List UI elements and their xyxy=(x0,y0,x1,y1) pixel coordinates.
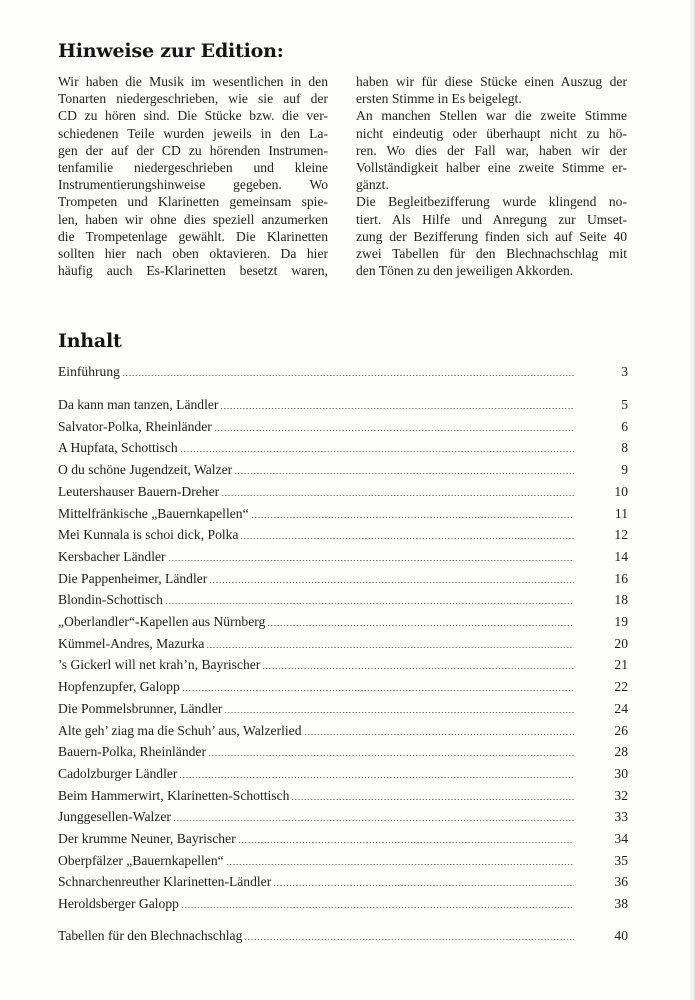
toc-page-number: 8 xyxy=(621,440,628,456)
toc-dot-leader xyxy=(221,486,574,496)
toc-entry xyxy=(58,788,628,806)
toc-entry xyxy=(58,831,628,849)
edition-text-line: sollten hier nach oben oktavieren. Da hier xyxy=(58,245,328,261)
toc-entry-title: Mittelfränkische „Bauernkapellen“ xyxy=(58,505,249,521)
toc-entry-title: Mei Kunnala is schoi dick, Polka xyxy=(58,527,239,543)
toc-entry-title: Kümmel-Andres, Mazurka xyxy=(58,635,205,651)
toc-dot-leader xyxy=(209,573,574,583)
toc-entry xyxy=(58,440,628,458)
toc-page-number: 14 xyxy=(614,548,628,564)
toc-entry xyxy=(58,484,628,502)
edition-text-line: tiert. Als Hilfe und Anregung zur Umset- xyxy=(356,211,627,227)
toc-dot-leader xyxy=(179,768,574,778)
toc-page-number: 38 xyxy=(614,896,628,912)
toc-entry-title: A Hupfata, Schottisch xyxy=(58,440,178,456)
toc-entry-title: Die Pappenheimer, Ländler xyxy=(58,570,208,586)
toc-entry-title: Alte geh’ ziag ma die Schuh’ aus, Walzerlied xyxy=(58,722,302,738)
toc-dot-leader xyxy=(206,638,574,648)
toc-page-number: 11 xyxy=(614,505,628,521)
toc-entry-title: O du schöne Jugendzeit, Walzer xyxy=(58,462,233,478)
toc-entry xyxy=(58,723,628,741)
toc-dot-leader xyxy=(267,616,574,626)
toc-dot-leader xyxy=(291,790,574,800)
toc-entry xyxy=(58,928,628,946)
edition-text-line: Vollständigkeit halber eine zweite Stimme er- xyxy=(356,159,627,175)
toc-entry-title: Der krumme Neuner, Bayrischer xyxy=(58,831,236,846)
toc-entry xyxy=(58,462,628,480)
toc-entry xyxy=(58,896,628,914)
edition-paragraph xyxy=(356,193,627,279)
toc-dot-leader xyxy=(234,464,574,474)
toc-page-number: 20 xyxy=(614,635,628,651)
edition-text-line: len, haben wir ohne dies speziell anzumerken xyxy=(58,211,328,227)
edition-text-line: tenfamilie niedergeschrieben und kleine xyxy=(58,159,328,175)
edition-notes-right-column xyxy=(356,73,627,279)
toc-page-number: 34 xyxy=(614,831,628,846)
toc-entry-title: Schnarchenreuther Klarinetten-Ländler xyxy=(58,874,272,890)
toc-page-number: 10 xyxy=(614,483,628,499)
toc-entry xyxy=(58,571,628,589)
toc-entry-title: „Oberlandler“-Kapellen aus Nürnberg xyxy=(58,614,266,629)
edition-text-line: schiedenen Teile wurden jeweils in den La- xyxy=(58,125,328,141)
toc-dot-leader xyxy=(224,703,574,713)
toc-page-number: 12 xyxy=(614,527,628,543)
toc-page-number: 33 xyxy=(614,809,628,825)
toc-entry xyxy=(58,853,628,871)
toc-dot-leader xyxy=(180,442,574,452)
toc-page-number: 21 xyxy=(614,657,628,673)
toc-entry-title: Junggesellen-Walzer xyxy=(58,809,171,825)
edition-text-line: Trompeten und Klarinetten gemeinsam spie- xyxy=(58,194,328,210)
edition-text-line: Die Begleitbezifferung wurde klingend no- xyxy=(356,194,627,210)
toc-dot-leader xyxy=(251,508,574,518)
toc-entry-title: Cadolzburger Ländler xyxy=(58,765,178,781)
edition-text-line: häufig auch Es-Klarinetten besetzt waren, xyxy=(58,263,328,279)
edition-text-line: den Tönen zu den jeweiligen Akkorden. xyxy=(356,263,574,279)
edition-paragraph xyxy=(356,107,627,193)
toc-entry-title: Tabellen für den Blechnachschlag xyxy=(58,928,243,944)
toc-dot-leader xyxy=(181,898,574,908)
toc-dot-leader xyxy=(226,855,574,865)
toc-dot-leader xyxy=(122,366,574,376)
edition-text-line: An manchen Stellen war die zweite Stimme xyxy=(356,108,627,124)
toc-entry xyxy=(58,657,628,675)
toc-dot-leader xyxy=(214,421,574,431)
toc-entry-title: Beim Hammerwirt, Klarinetten-Schottisch xyxy=(58,787,290,803)
toc-dot-leader xyxy=(273,876,574,886)
toc-dot-leader xyxy=(173,811,574,821)
toc-entry-title: Blondin-Schottisch xyxy=(58,592,163,608)
toc-entry xyxy=(58,397,628,415)
toc-page-number: 26 xyxy=(614,722,628,738)
toc-page-number: 35 xyxy=(614,852,628,868)
toc-entry-title: Kersbacher Ländler xyxy=(58,548,166,564)
toc-dot-leader xyxy=(182,681,574,691)
edition-text-line: die Trompetenlage gewählt. Die Klarinetten xyxy=(58,228,328,244)
toc-entry xyxy=(58,701,628,719)
toc-page-number: 22 xyxy=(614,679,628,695)
toc-entry xyxy=(58,874,628,892)
toc-entry xyxy=(58,506,628,524)
toc-entry-title: Da kann man tanzen, Ländler xyxy=(58,397,219,412)
toc-dot-leader xyxy=(168,551,574,561)
toc-entry-title: Leutershauser Bauern-Dreher xyxy=(58,483,220,499)
edition-text-line: Instrumentierungshinweise gegeben. Wo xyxy=(58,177,328,193)
toc-entry-title: Hopfenzupfer, Galopp xyxy=(58,679,180,695)
toc-dot-leader xyxy=(244,930,574,940)
toc-entry-title: Einführung xyxy=(58,364,120,379)
toc-entry xyxy=(58,527,628,545)
edition-text-line: haben wir für diese Stücke einen Auszug der xyxy=(356,74,627,89)
toc-entry xyxy=(58,419,628,437)
toc-entry xyxy=(58,614,628,632)
toc-dot-leader xyxy=(304,725,575,735)
edition-notes-heading: Hinweise zur Edition: xyxy=(58,40,284,62)
toc-entry-title: Salvator-Polka, Rheinländer xyxy=(58,418,212,434)
toc-dot-leader xyxy=(240,529,574,539)
toc-entry xyxy=(58,364,628,382)
toc-dot-leader xyxy=(262,659,574,669)
toc-page-number: 32 xyxy=(614,787,628,803)
toc-entry xyxy=(58,744,628,762)
toc-dot-leader xyxy=(220,399,574,409)
toc-page-number: 18 xyxy=(614,592,628,608)
edition-paragraph xyxy=(356,73,627,107)
edition-text-line: gen der auf der CD zu hörenden Instrumen- xyxy=(58,142,328,158)
toc-page-number: 36 xyxy=(614,874,628,890)
toc-page-number: 28 xyxy=(614,744,628,760)
edition-text-line: Tonarten niedergeschrieben, wie sie auf der xyxy=(58,91,328,107)
toc-entry-title: ’s Gickerl will net krah’n, Bayrischer xyxy=(58,657,261,673)
toc-entry-title: Die Pommelsbrunner, Ländler xyxy=(58,700,223,716)
toc-dot-leader xyxy=(208,746,574,756)
edition-text-line: ersten Stimme in Es beigelegt. xyxy=(356,91,522,107)
toc-page-number: 5 xyxy=(621,397,628,412)
edition-text-line: gänzt. xyxy=(356,177,389,193)
toc-page-number: 40 xyxy=(614,928,628,944)
toc-page-number: 6 xyxy=(621,418,628,434)
edition-text-line: Wir haben die Musik im wesentlichen in den xyxy=(58,74,328,89)
edition-text-line: ren. Wo dies der Fall war, haben wir der xyxy=(356,142,627,158)
toc-entry xyxy=(58,809,628,827)
toc-page-number: 19 xyxy=(614,614,628,629)
toc-page-number: 16 xyxy=(614,570,628,586)
contents-heading: Inhalt xyxy=(58,330,122,352)
toc-page-number: 30 xyxy=(614,765,628,781)
toc-entry xyxy=(58,549,628,567)
toc-entry xyxy=(58,679,628,697)
edition-text-line: zung der Bezifferung finden sich auf Seite 40 xyxy=(356,228,627,244)
toc-dot-leader xyxy=(165,594,574,604)
edition-notes-left-column xyxy=(58,73,328,279)
toc-page-number: 3 xyxy=(621,364,628,379)
toc-entry-title: Oberpfälzer „Bauernkapellen“ xyxy=(58,852,224,868)
toc-entry-title: Heroldsberger Galopp xyxy=(58,896,179,912)
toc-dot-leader xyxy=(238,833,574,843)
toc-entry xyxy=(58,636,628,654)
edition-text-line: zwei Tabellen für den Blechnachschlag mit xyxy=(356,245,627,261)
toc-entry xyxy=(58,592,628,610)
toc-page-number: 24 xyxy=(614,700,628,716)
edition-text-line: nicht eindeutig oder überhaupt nicht zu hö- xyxy=(356,125,627,141)
toc-page-number: 9 xyxy=(621,462,628,478)
toc-entry xyxy=(58,766,628,784)
page-edge-shadow xyxy=(690,0,695,1000)
toc-entry-title: Bauern-Polka, Rheinländer xyxy=(58,744,206,760)
edition-text-line: CD zu hören sind. Die Stücke bzw. die ver- xyxy=(58,108,328,124)
